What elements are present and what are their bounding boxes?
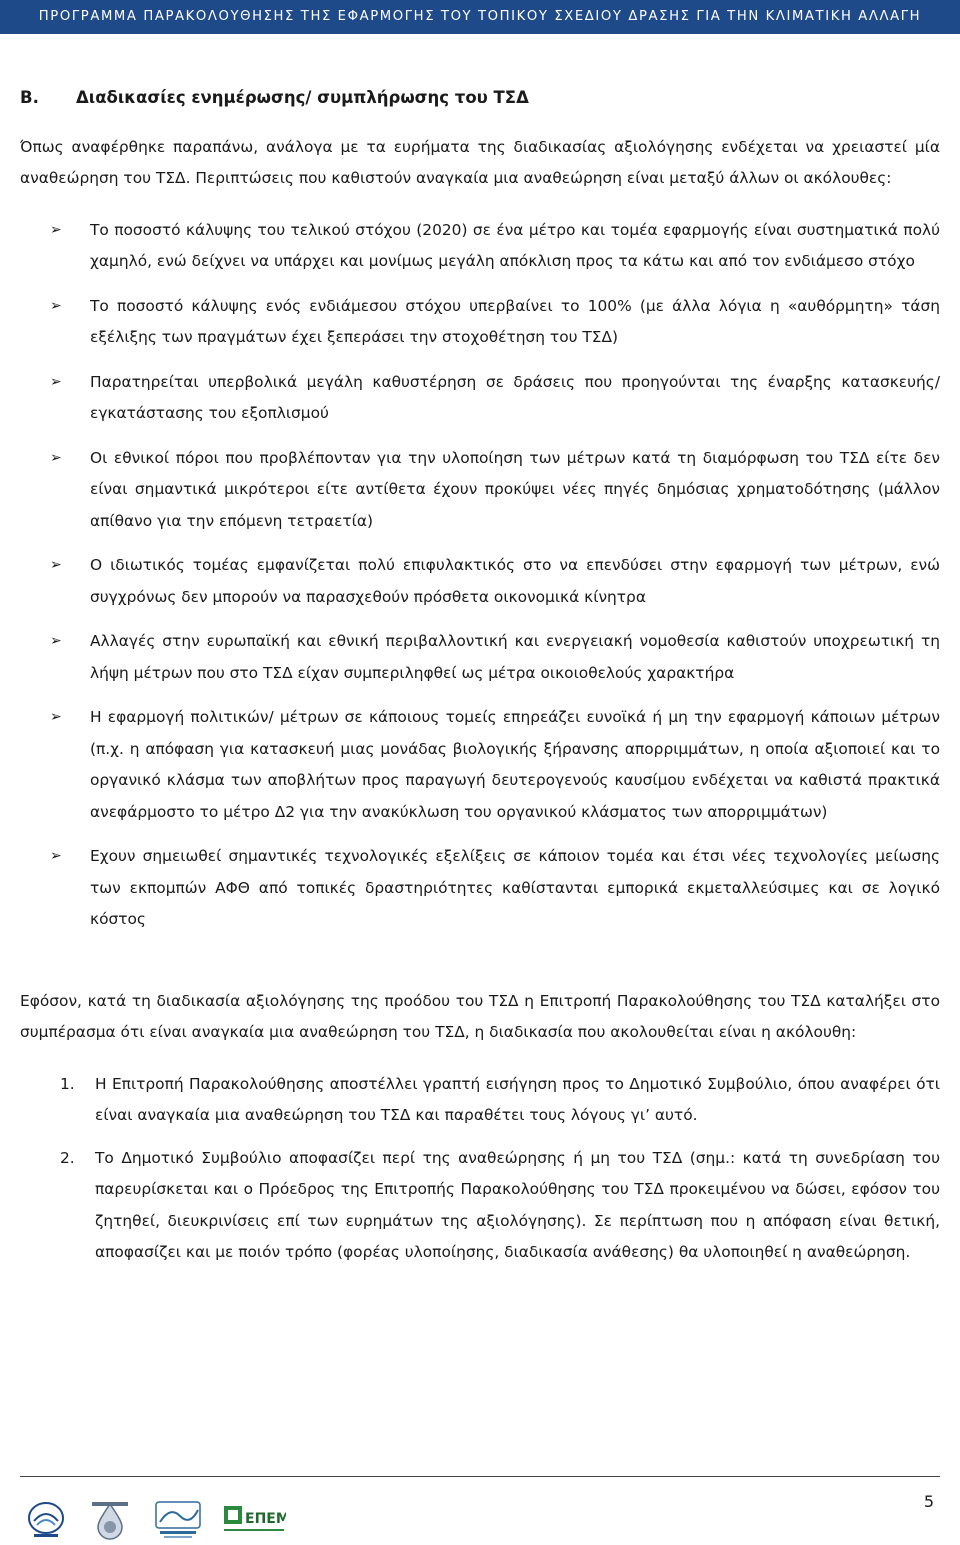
list-item-text: Οι εθνικοί πόροι που προβλέπονταν για την υλοποίηση των μέτρων κατά τη διαμόρφωση του ΤΣΔ είτε δεν είναι σημαντικά μικρότεροι είτε αντίθετα έχουν προκύψει νέες πηγές δημόσιας χρηματοδότησης (μάλλον απίθανο για την επόμενη τετραετία) xyxy=(90,448,940,530)
list-item-text: Το ποσοστό κάλυψης ενός ενδιάμεσου στόχου υπερβαίνει το 100% (με άλλα λόγια η «αυθόρμητη» τάση εξέλιξης των πραγμάτων έχει ξεπεράσει την στοχοθέτηση του ΤΣΔ) xyxy=(90,296,940,346)
procedure-intro-paragraph: Εφόσον, κατά τη διαδικασία αξιολόγησης της προόδου του ΤΣΔ η Επιτροπή Παρακολούθησης του ΤΣΔ καταλήξει στο συμπέρασμα ότι είναι αναγκαία μια αναθεώρηση του ΤΣΔ, η διαδικασία που ακολουθείται είναι η ακόλουθη: xyxy=(20,991,940,1041)
list-item-text: Η εφαρμογή πολιτικών/ μέτρων σε κάποιους τομείς επηρεάζει ευνοϊκά ή μη την εφαρμογή κάποιων μέτρων (π.χ. η απόφαση για κατασκευή μιας μονάδας βιολογικής ξήρανσης απορριμμάτων, η οποία αξιοποιεί και το οργανικό κλάσμα των αποβλήτων προς παραγωγή δευτερογενούς καυσίμου ενδέχεται να καθιστά πρακτικά ανεφάρμοστο το μέτρο Δ2 για την ανακύκλωση του οργανικού κλάσματος των απορριμμάτων) xyxy=(90,708,940,821)
epem-logo-icon xyxy=(224,1502,286,1538)
list-item xyxy=(20,215,940,278)
list-item-text: Παρατηρείται υπερβολικά μεγάλη καθυστέρηση σε δράσεις που προηγούνται της έναρξης κατασκευής/ εγκατάστασης του εξοπλισμού xyxy=(90,372,940,422)
list-item xyxy=(20,443,940,538)
arrowhead-bullet-icon: ➢ xyxy=(50,297,62,314)
list-item xyxy=(20,841,940,936)
arrowhead-bullet-icon: ➢ xyxy=(50,449,62,466)
list-item xyxy=(20,367,940,430)
list-item xyxy=(20,626,940,689)
step-number: 1. xyxy=(60,1074,75,1093)
list-item xyxy=(20,550,940,613)
section-title: Διαδικασίες ενημέρωσης/ συμπλήρωσης του ΤΣΔ xyxy=(76,88,529,107)
step-text: Το Δημοτικό Συμβούλιο αποφασίζει περί της αναθεώρησης ή μη του ΤΣΔ (σημ.: κατά τη συνεδρίαση του παρευρίσκεται και ο Πρόεδρος της Επιτροπής Παρακολούθησης του ΤΣΔ προκειμένου να δώσει, εφόσον του ζητηθεί, διευκρινίσεις επί των ευρημάτων της αξιολόγησης). Σε περίπτωση που η απόφαση είναι θετική, αποφασίζει και με ποιόν τρόπο (φορέας υλοποίησης, διαδικασία ανάθεσης) θα υλοποιηθεί η αναθεώρηση. xyxy=(95,1148,940,1261)
page-content xyxy=(20,72,940,1280)
section-heading xyxy=(20,82,940,114)
epem-logo-text: ΕΠΕΜ xyxy=(245,1511,286,1527)
list-item-text: Το ποσοστό κάλυψης του τελικού στόχου (2020) σε ένα μέτρο και τομέα εφαρμογής είναι συστηματικά πολύ χαμηλό, ενώ δείχνει να υπάρχει και μονίμως μεγάλη απόκλιση προς τα κάτω και από τον ενδιάμεσο στόχο xyxy=(90,220,940,270)
list-item-text: Ο ιδιωτικός τομέας εμφανίζεται πολύ επιφυλακτικός στο να επενδύσει στην εφαρμογή των μέτρων, ενώ συγχρόνως δεν μπορούν να παρασχεθούν πρόσθετα οικονομικά κίνητρα xyxy=(90,556,940,606)
arrowhead-bullet-icon: ➢ xyxy=(50,633,62,649)
footer-divider xyxy=(20,1476,940,1477)
arrowhead-bullet-icon: ➢ xyxy=(50,221,62,238)
arrowhead-bullet-icon: ➢ xyxy=(50,848,62,864)
procedure-steps-list xyxy=(20,1069,940,1269)
arrowhead-bullet-icon: ➢ xyxy=(50,557,62,573)
step-item xyxy=(20,1069,940,1132)
list-item-text: Αλλαγές στην ευρωπαϊκή και εθνική περιβαλλοντική και ενεργειακή νομοθεσία καθιστούν υποχρεωτική τη λήψη μέτρων που στο ΤΣΔ είχαν συμπεριληφθεί ως μέτρα οικοιοθελούς χαρακτήρα xyxy=(90,632,940,682)
revision-reasons-list xyxy=(20,215,940,936)
water-utility-logo-icon xyxy=(88,1500,132,1540)
footer-logos xyxy=(26,1500,286,1540)
list-item xyxy=(20,702,940,828)
desmeka-logo-icon xyxy=(154,1500,202,1540)
running-header: ΠΡΟΓΡΑΜΜΑ ΠΑΡΑΚΟΛΟΥΘΗΣΗΣ ΤΗΣ ΕΦΑΡΜΟΓΗΣ ΤΟΥ ΤΟΠΙΚΟΥ ΣΧΕΔΙΟΥ ΔΡΑΣΗΣ ΓΙΑ ΤΗΝ ΚΛΙΜΑΤΙΚΗ ΑΛΛΑΓΗ xyxy=(0,0,960,34)
list-item xyxy=(20,291,940,354)
step-text: Η Επιτροπή Παρακολούθησης αποστέλλει γραπτή εισήγηση προς το Δημοτικό Συμβούλιο, όπου αναφέρει ότι είναι αναγκαία μια αναθεώρηση του ΤΣΔ και παραθέτει τους λόγους γι’ αυτό. xyxy=(95,1074,940,1124)
step-item xyxy=(20,1143,940,1269)
step-number: 2. xyxy=(60,1148,75,1167)
list-item-text: Εχουν σημειωθεί σημαντικές τεχνολογικές εξελίξεις σε κάποιον τομέα και έτσι νέες τεχνολογίες μείωσης των εκπομπών ΑΦΘ από τοπικές δραστηριότητες καθίστανται εμπορικά εκμεταλλεύσιμες και σε λογικό κόστος xyxy=(90,847,940,928)
section-letter: Β. xyxy=(20,88,39,107)
arrowhead-bullet-icon: ➢ xyxy=(50,709,62,725)
arrowhead-bullet-icon: ➢ xyxy=(50,373,62,390)
intro-paragraph: Όπως αναφέρθηκε παραπάνω, ανάλογα με τα ευρήματα της διαδικασίας αξιολόγησης ενδέχεται να χρειαστεί μία αναθεώρηση του ΤΣΔ. Περιπτώσεις που καθιστούν αναγκαία μια αναθεώρηση είναι μεταξύ άλλων οι ακόλουθες: xyxy=(20,137,940,187)
municipality-logo-icon xyxy=(26,1501,66,1539)
page-number: 5 xyxy=(923,1492,934,1511)
